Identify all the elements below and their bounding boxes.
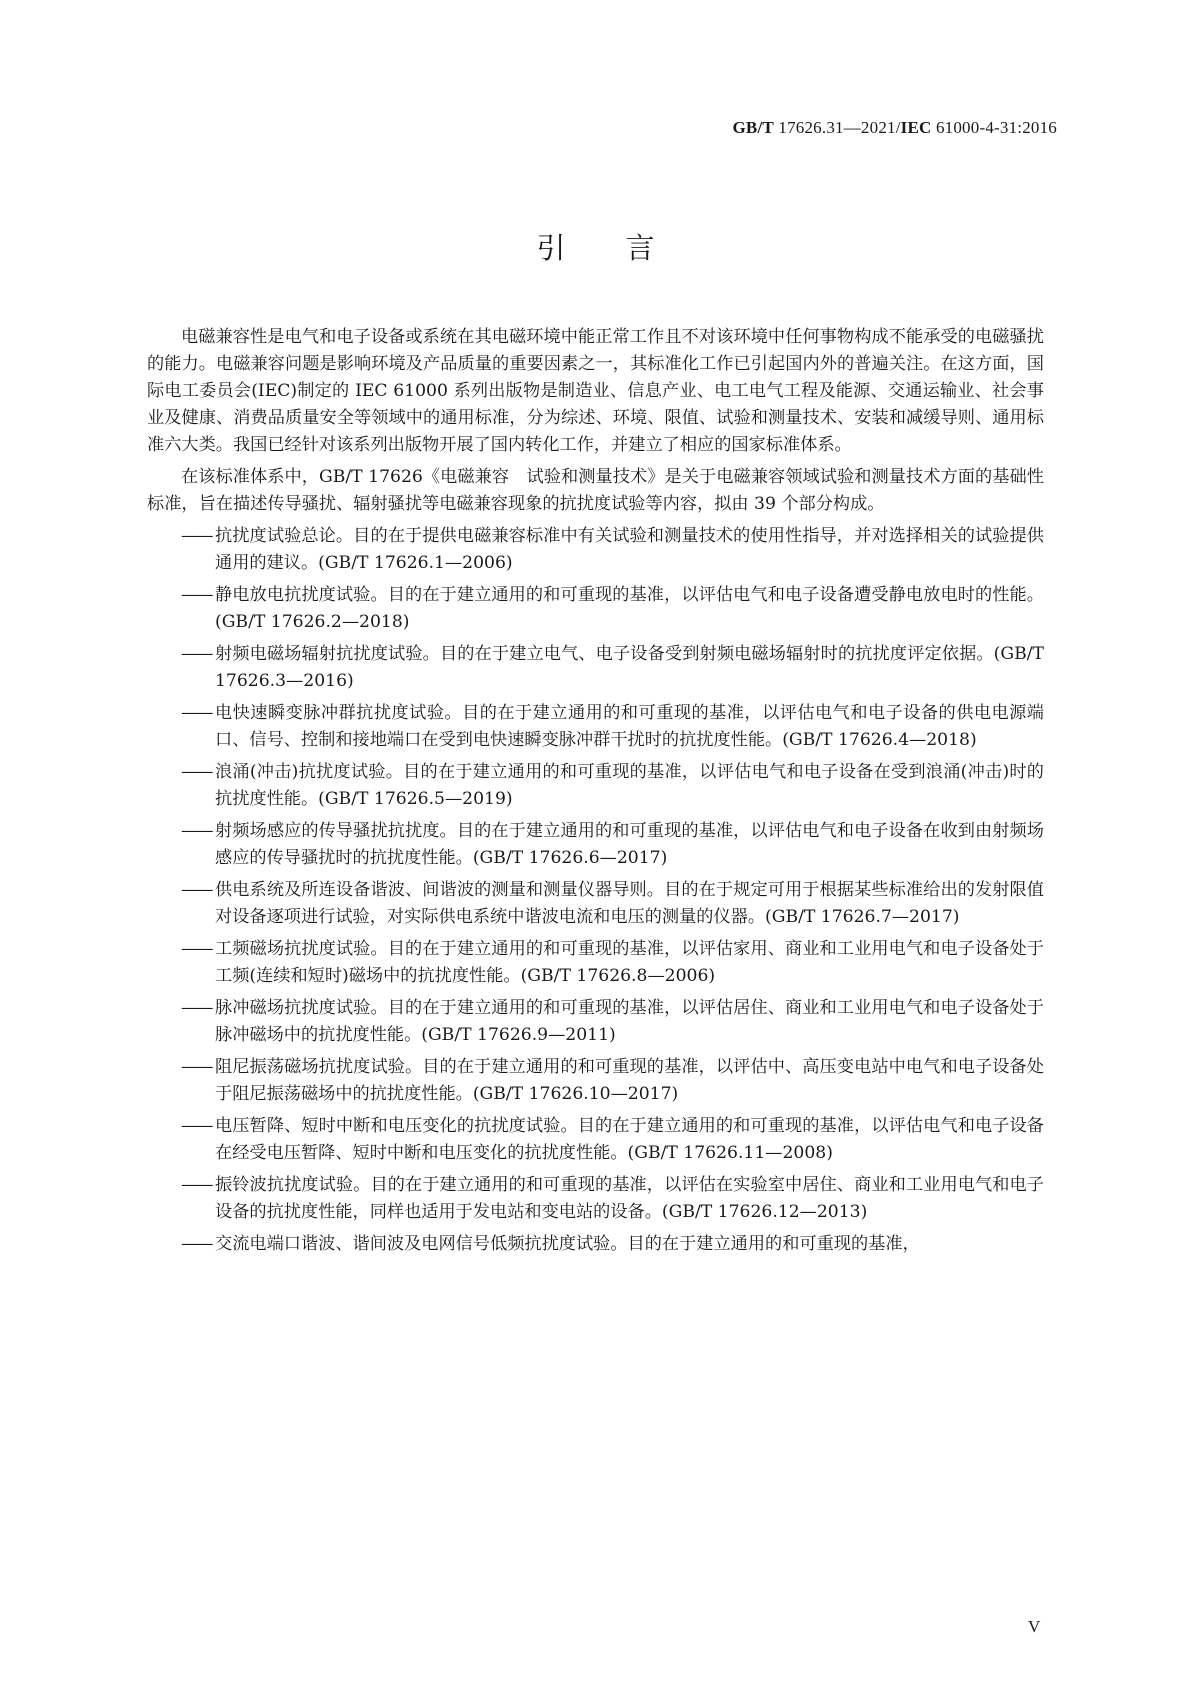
list-item	[147, 877, 1044, 931]
standard-parts-list	[147, 523, 1044, 1258]
list-dash: ——	[181, 1175, 212, 1195]
list-item-text: 脉冲磁场抗扰度试验。目的在于建立通用的和可重现的基准，以评估居住、商业和工业用电气和电子设备处于脉冲磁场中的抗扰度性能。(GB/T 17626.9—2011)	[215, 998, 1044, 1045]
list-item	[147, 936, 1044, 990]
list-item	[147, 759, 1044, 813]
list-item	[147, 523, 1044, 577]
list-item-text: 电快速瞬变脉冲群抗扰度试验。目的在于建立通用的和可重现的基准，以评估电气和电子设备的供电电源端口、信号、控制和接地端口在受到电快速瞬变脉冲群干扰时的抗扰度性能。(GB/T 17626.4—2018)	[215, 703, 1044, 750]
list-item-text: 阻尼振荡磁场抗扰度试验。目的在于建立通用的和可重现的基准，以评估中、高压变电站中电气和电子设备处于阻尼振荡磁场中的抗扰度性能。(GB/T 17626.10—2017)	[215, 1057, 1044, 1104]
list-item-text: 射频电磁场辐射抗扰度试验。目的在于建立电气、电子设备受到射频电磁场辐射时的抗扰度评定依据。(GB/T 17626.3—2016)	[215, 644, 1044, 691]
standard-id-iec: IEC	[900, 118, 932, 137]
list-item-text: 振铃波抗扰度试验。目的在于建立通用的和可重现的基准，以评估在实验室中居住、商业和工业用电气和电子设备的抗扰度性能，同样也适用于发电站和变电站的设备。(GB/T 17626.12—2013)	[215, 1175, 1044, 1222]
list-item	[147, 1054, 1044, 1108]
list-dash: ——	[181, 821, 212, 841]
list-item	[147, 995, 1044, 1049]
list-dash: ——	[181, 880, 212, 900]
list-item-text: 供电系统及所连设备谐波、间谐波的测量和测量仪器导则。目的在于规定可用于根据某些标准给出的发射限值对设备逐项进行试验，对实际供电系统中谐波电流和电压的测量的仪器。(GB/T 17626.7—2017)	[215, 880, 1044, 927]
list-item-text: 电压暂降、短时中断和电压变化的抗扰度试验。目的在于建立通用的和可重现的基准，以评估电气和电子设备在经受电压暂降、短时中断和电压变化的抗扰度性能。(GB/T 17626.11—2008)	[215, 1116, 1044, 1163]
list-item	[147, 1113, 1044, 1167]
list-item	[147, 1231, 1044, 1258]
list-dash: ——	[181, 585, 212, 605]
page-number: V	[1028, 1617, 1041, 1636]
list-dash: ——	[181, 644, 212, 664]
list-item	[147, 582, 1044, 636]
list-item-text: 静电放电抗扰度试验。目的在于建立通用的和可重现的基准，以评估电气和电子设备遭受静电放电时的性能。(GB/T 17626.2—2018)	[215, 585, 1044, 632]
standard-id-gb: GB/T	[732, 118, 774, 137]
list-dash: ——	[181, 1057, 212, 1077]
page-header	[732, 118, 1057, 138]
document-body	[147, 324, 1044, 1263]
paragraph: 电磁兼容性是电气和电子设备或系统在其电磁环境中能正常工作且不对该环境中任何事物构成不能承受的电磁骚扰的能力。电磁兼容问题是影响环境及产品质量的重要因素之一，其标准化工作已引起国内外的普遍关注。在这方面，国际电工委员会(IEC)制定的 IEC 61000 系列出版物是制造业、信息产业、电工电气工程及能源、交通运输业、社会事业及健康、消费品质量安全等领域中的通用标准，分为综述、环境、限值、试验和测量技术、安装和减缓导则、通用标准六大类。我国已经针对该系列出版物开展了国内转化工作，并建立了相应的国家标准体系。	[147, 327, 1044, 455]
list-item-text: 交流电端口谐波、谐间波及电网信号低频抗扰度试验。目的在于建立通用的和可重现的基准，	[215, 1234, 920, 1254]
list-item-text: 抗扰度试验总论。目的在于提供电磁兼容标准中有关试验和测量技术的使用性指导，并对选择相关的试验提供通用的建议。(GB/T 17626.1—2006)	[215, 526, 1044, 573]
list-dash: ——	[181, 939, 212, 959]
standard-number-gb: 17626.31—2021/	[778, 118, 901, 137]
list-dash: ——	[181, 703, 212, 723]
list-item-text: 工频磁场抗扰度试验。目的在于建立通用的和可重现的基准，以评估家用、商业和工业用电气和电子设备处于工频(连续和短时)磁场中的抗扰度性能。(GB/T 17626.8—2006)	[215, 939, 1044, 986]
list-item	[147, 818, 1044, 872]
list-item	[147, 641, 1044, 695]
paragraph: 在该标准体系中，GB/T 17626《电磁兼容 试验和测量技术》是关于电磁兼容领域试验和测量技术方面的基础性标准，旨在描述传导骚扰、辐射骚扰等电磁兼容现象的抗扰度试验等内容，拟由 39 个部分构成。	[147, 467, 1044, 514]
list-item-text: 浪涌(冲击)抗扰度试验。目的在于建立通用的和可重现的基准，以评估电气和电子设备在受到浪涌(冲击)时的抗扰度性能。(GB/T 17626.5—2019)	[215, 762, 1044, 809]
list-dash: ——	[181, 762, 212, 782]
list-item	[147, 700, 1044, 754]
list-dash: ——	[181, 998, 212, 1018]
list-dash: ——	[181, 1234, 212, 1254]
list-dash: ——	[181, 1116, 212, 1136]
standard-number-iec: 61000-4-31:2016	[935, 118, 1057, 137]
list-dash: ——	[181, 526, 212, 546]
page-title: 引言	[536, 231, 715, 265]
list-item	[147, 1172, 1044, 1226]
list-item-text: 射频场感应的传导骚扰抗扰度。目的在于建立通用的和可重现的基准，以评估电气和电子设备在收到由射频场感应的传导骚扰时的抗扰度性能。(GB/T 17626.6—2017)	[215, 821, 1044, 868]
